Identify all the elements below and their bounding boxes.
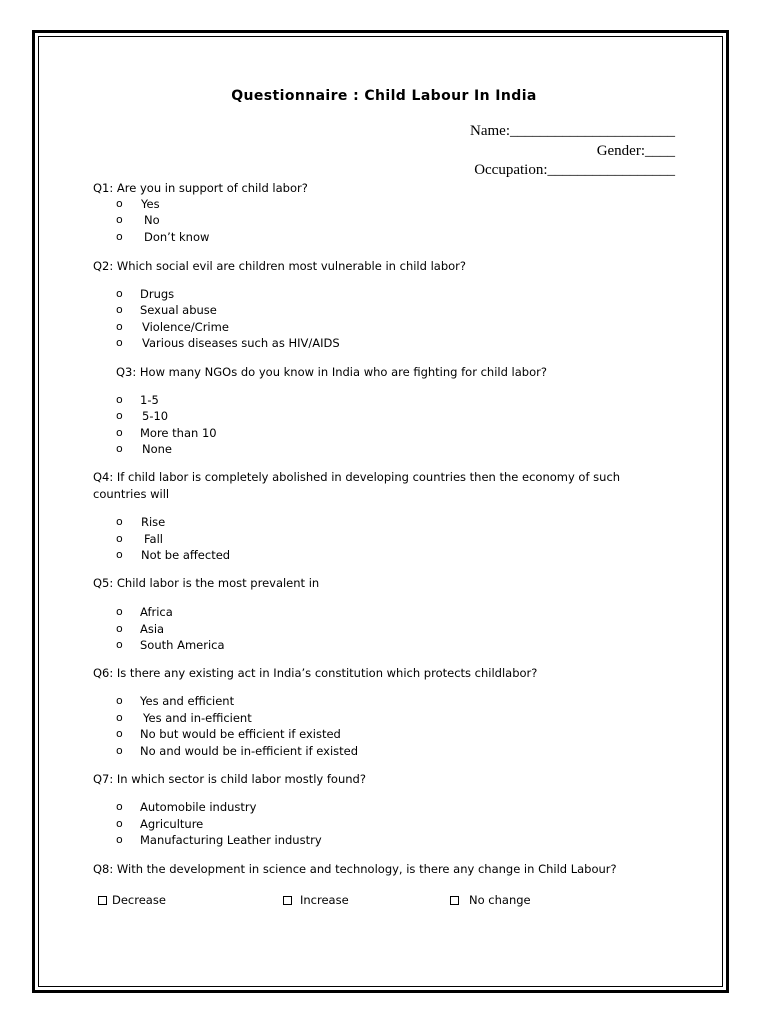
bullet-icon: o bbox=[116, 800, 123, 813]
checkbox-icon bbox=[98, 896, 107, 905]
bullet-icon: o bbox=[116, 442, 123, 455]
bullet-icon: o bbox=[116, 711, 123, 724]
bullet-icon: o bbox=[116, 409, 123, 422]
bullet-icon: o bbox=[116, 426, 123, 439]
bullet-icon: o bbox=[116, 213, 123, 226]
bullet-icon: o bbox=[116, 320, 123, 333]
bullet-icon: o bbox=[116, 622, 123, 635]
checkbox-increase[interactable]: Increase bbox=[283, 893, 349, 907]
bullet-icon: o bbox=[116, 605, 123, 618]
question-5: Q5: Child labor is the most prevalent in bbox=[93, 576, 320, 590]
question-7: Q7: In which sector is child labor mostly found? bbox=[93, 772, 366, 786]
checkbox-icon bbox=[283, 896, 292, 905]
bullet-icon: o bbox=[116, 287, 123, 300]
gender-field[interactable]: Gender:____ bbox=[596, 143, 675, 159]
question-4-line-1: Q4: If child labor is completely abolished in developing countries then the economy of such bbox=[93, 470, 621, 484]
bullet-icon: o bbox=[116, 197, 123, 210]
checkbox-icon bbox=[450, 896, 459, 905]
question-6: Q6: Is there any existing act in India’s constitution which protects childlabor? bbox=[93, 666, 538, 680]
bullet-icon: o bbox=[116, 548, 123, 561]
bullet-icon: o bbox=[116, 817, 123, 830]
bullet-icon: o bbox=[116, 336, 123, 349]
question-8: Q8: With the development in science and technology, is there any change in Child Labour? bbox=[93, 862, 617, 876]
question-1: Q1: Are you in support of child labor? bbox=[93, 181, 308, 195]
document-title: Questionnaire : Child Labour In India bbox=[231, 88, 537, 104]
occupation-field[interactable]: Occupation:_________________ bbox=[474, 162, 675, 178]
question-2: Q2: Which social evil are children most vulnerable in child labor? bbox=[93, 259, 466, 273]
question-3: Q3: How many NGOs do you know in India who are fighting for child labor? bbox=[116, 365, 547, 379]
bullet-icon: o bbox=[116, 515, 123, 528]
checkbox-decrease[interactable]: Decrease bbox=[98, 893, 166, 907]
checkbox-no-change[interactable]: No change bbox=[450, 893, 531, 907]
bullet-icon: o bbox=[116, 230, 123, 243]
question-4-line-2: countries will bbox=[93, 487, 170, 501]
bullet-icon: o bbox=[116, 694, 123, 707]
bullet-icon: o bbox=[116, 744, 123, 757]
bullet-icon: o bbox=[116, 303, 123, 316]
name-field[interactable]: Name:______________________ bbox=[470, 123, 675, 139]
bullet-icon: o bbox=[116, 393, 123, 406]
bullet-icon: o bbox=[116, 532, 123, 545]
bullet-icon: o bbox=[116, 833, 123, 846]
bullet-icon: o bbox=[116, 727, 123, 740]
bullet-icon: o bbox=[116, 638, 123, 651]
